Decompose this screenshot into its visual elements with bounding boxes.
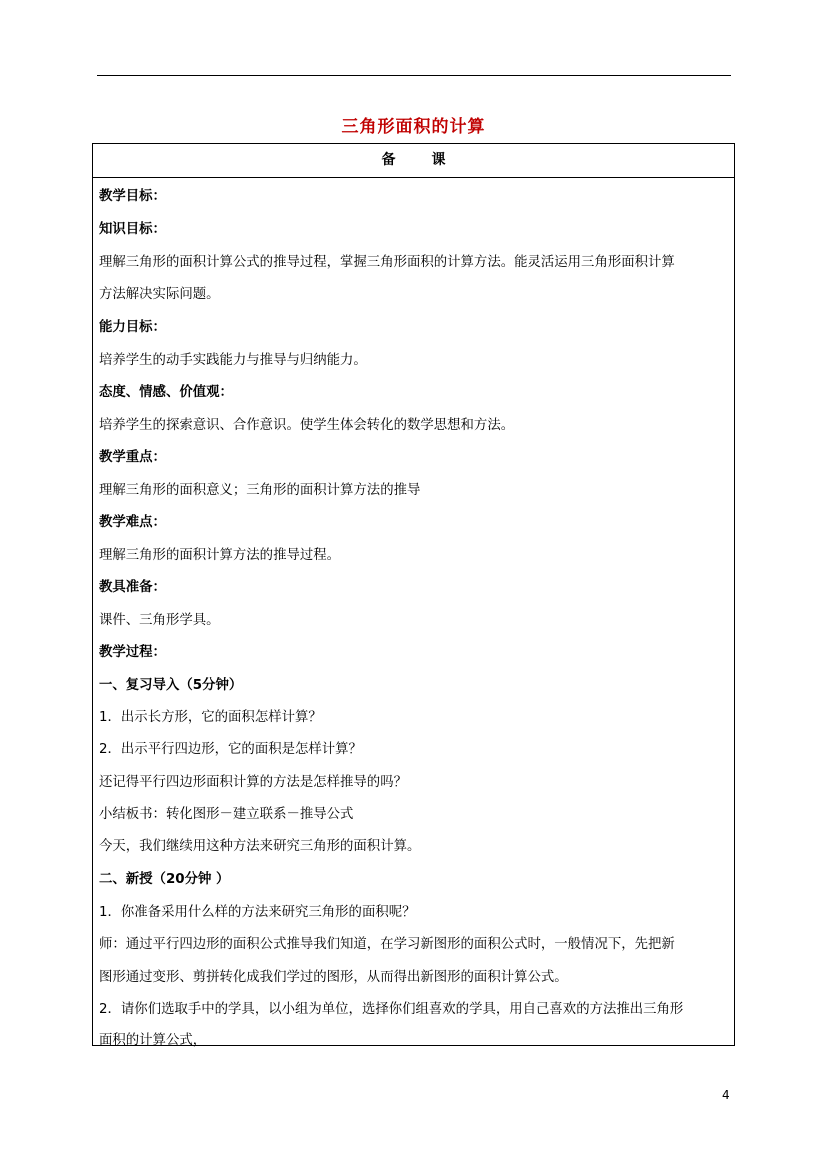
content-line: 1．出示长方形，它的面积怎样计算？ bbox=[99, 710, 322, 725]
content-line: 方法解决实际问题。 bbox=[99, 287, 220, 302]
content-line: 教学难点： bbox=[99, 515, 166, 530]
content-line: 教学过程： bbox=[99, 645, 166, 660]
document-title: 三角形面积的计算 bbox=[341, 117, 486, 137]
content-line: 1．你准备采用什么样的方法来研究三角形的面积呢？ bbox=[99, 905, 416, 920]
content-line: 还记得平行四边形面积计算的方法是怎样推导的吗？ bbox=[99, 775, 407, 790]
content-line: 今天，我们继续用这种方法来研究三角形的面积计算。 bbox=[99, 839, 421, 854]
content-line: 课件、三角形学具。 bbox=[99, 613, 220, 628]
content-line: 态度、情感、价值观： bbox=[99, 385, 233, 400]
content-line: 面积的计算公式， bbox=[99, 1033, 207, 1048]
content-line: 知识目标： bbox=[99, 222, 166, 237]
content-line: 培养学生的探索意识、合作意识。使学生体会转化的数学思想和方法。 bbox=[99, 418, 515, 433]
content-line: 小结板书：转化图形－建立联系－推导公式 bbox=[99, 807, 354, 822]
content-line: 二、新授（20分钟 ） bbox=[99, 872, 230, 887]
content-line: 教具准备： bbox=[99, 580, 166, 595]
section-header-char-1: 备 bbox=[381, 152, 396, 168]
content-line: 教学重点： bbox=[99, 450, 166, 465]
content-line: 理解三角形的面积计算公式的推导过程，掌握三角形面积的计算方法。能灵活运用三角形面积计算 bbox=[99, 255, 675, 270]
page-number: 4 bbox=[722, 1088, 730, 1102]
content-line: 培养学生的动手实践能力与推导与归纳能力。 bbox=[99, 353, 367, 368]
header-rule bbox=[97, 75, 731, 76]
content-line: 2．出示平行四边形，它的面积是怎样计算？ bbox=[99, 742, 362, 757]
content-line: 教学目标： bbox=[99, 189, 166, 204]
content-line: 师：通过平行四边形的面积公式推导我们知道，在学习新图形的面积公式时，一般情况下，先把新 bbox=[99, 937, 675, 952]
section-header-char-2: 课 bbox=[431, 152, 446, 168]
content-line: 2．请你们选取手中的学具，以小组为单位，选择你们组喜欢的学具，用自己喜欢的方法推出三角形 bbox=[99, 1002, 684, 1017]
content-line: 能力目标： bbox=[99, 320, 166, 335]
content-line: 理解三角形的面积意义；三角形的面积计算方法的推导 bbox=[99, 483, 421, 498]
content-line: 理解三角形的面积计算方法的推导过程。 bbox=[99, 548, 341, 563]
lesson-plan-box bbox=[92, 143, 735, 1046]
content-line: 一、复习导入（5分钟） bbox=[99, 678, 243, 693]
content-line: 图形通过变形、剪拼转化成我们学过的图形，从而得出新图形的面积计算公式。 bbox=[99, 970, 568, 985]
section-header bbox=[93, 144, 734, 178]
